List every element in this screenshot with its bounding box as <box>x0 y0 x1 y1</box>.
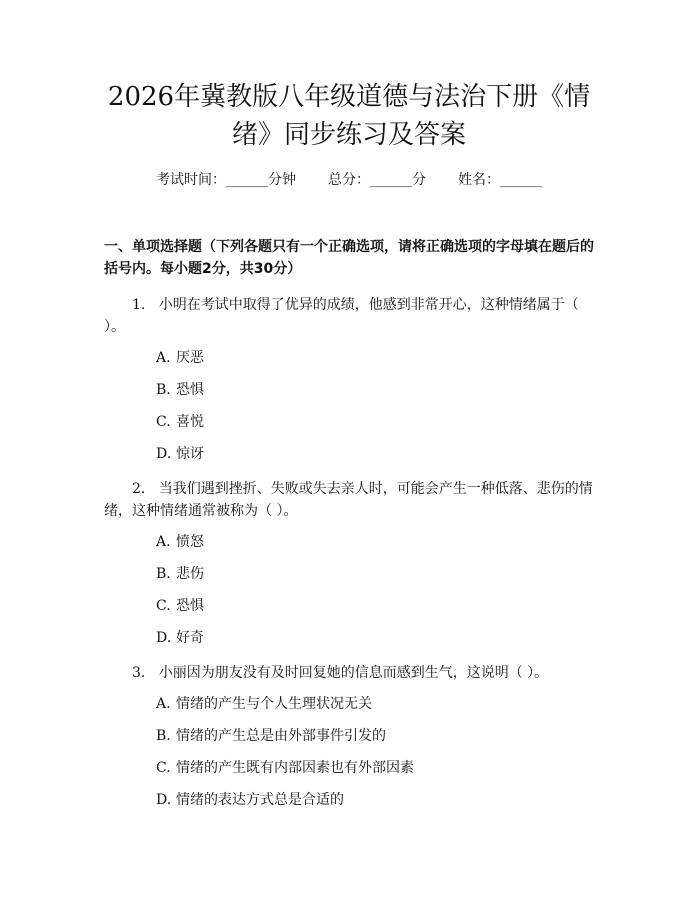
option-text: 惊讶 <box>176 446 204 462</box>
exam-info <box>104 170 594 190</box>
option-text: 情绪的表达方式总是合适的 <box>176 792 344 808</box>
question-stem <box>104 294 594 338</box>
document-title: 2026年冀教版八年级道德与法治下册《情绪》同步练习及答案 <box>107 82 591 150</box>
option-c <box>104 758 594 778</box>
option-b <box>104 726 594 746</box>
option-c <box>104 412 594 432</box>
question-number: 2. <box>132 481 146 497</box>
option-b <box>104 564 594 584</box>
option-list <box>104 348 594 464</box>
option-d <box>104 444 594 464</box>
option-letter: B. <box>156 728 171 744</box>
option-text: 情绪的产生与个人生理状况无关 <box>176 696 372 712</box>
option-text: 喜悦 <box>176 414 204 430</box>
option-letter: D. <box>156 792 172 808</box>
option-c <box>104 596 594 616</box>
option-d <box>104 790 594 810</box>
option-text: 情绪的产生总是由外部事件引发的 <box>176 728 386 744</box>
option-text: 好奇 <box>176 630 204 646</box>
question-text: 当我们遇到挫折、失败或失去亲人时，可能会产生一种低落、悲伤的情绪，这种情绪通常被称为（ ）。 <box>104 481 593 519</box>
option-text: 恐惧 <box>176 598 204 614</box>
question-text: 小丽因为朋友没有及时回复她的信息而感到生气，这说明（ ）。 <box>158 665 549 681</box>
section-heading: 一、单项选择题（下列各题只有一个正确选项，请将正确选项的字母填在题后的括号内。每小题2分，共30分） <box>104 239 594 277</box>
option-letter: A. <box>156 350 171 366</box>
option-letter: B. <box>156 382 171 398</box>
option-a <box>104 694 594 714</box>
option-list <box>104 694 594 810</box>
student-name-field: 姓名：______ <box>458 172 542 188</box>
option-d <box>104 628 594 648</box>
option-letter: D. <box>156 630 172 646</box>
option-text: 厌恶 <box>176 350 204 366</box>
option-text: 恐惧 <box>176 382 204 398</box>
question-2 <box>104 478 594 648</box>
option-letter: D. <box>156 446 172 462</box>
exam-time-field: 考试时间：______分钟 <box>156 172 296 188</box>
question-number: 3. <box>132 665 146 681</box>
option-list <box>104 532 594 648</box>
option-letter: B. <box>156 566 171 582</box>
question-1 <box>104 294 594 464</box>
option-b <box>104 380 594 400</box>
option-letter: A. <box>156 534 171 550</box>
option-a <box>104 348 594 368</box>
option-letter: C. <box>156 760 171 776</box>
total-score-field: 总分：______分 <box>328 172 426 188</box>
question-number: 1. <box>132 297 146 313</box>
option-text: 情绪的产生既有内部因素也有外部因素 <box>176 760 414 776</box>
option-text: 愤怒 <box>176 534 204 550</box>
option-letter: C. <box>156 414 171 430</box>
question-3 <box>104 662 594 810</box>
option-a <box>104 532 594 552</box>
option-letter: C. <box>156 598 171 614</box>
question-stem <box>104 662 594 684</box>
question-stem <box>104 478 594 522</box>
option-text: 悲伤 <box>176 566 204 582</box>
option-letter: A. <box>156 696 171 712</box>
question-text: 小明在考试中取得了优异的成绩，他感到非常开心，这种情绪属于（ ）。 <box>104 297 579 335</box>
